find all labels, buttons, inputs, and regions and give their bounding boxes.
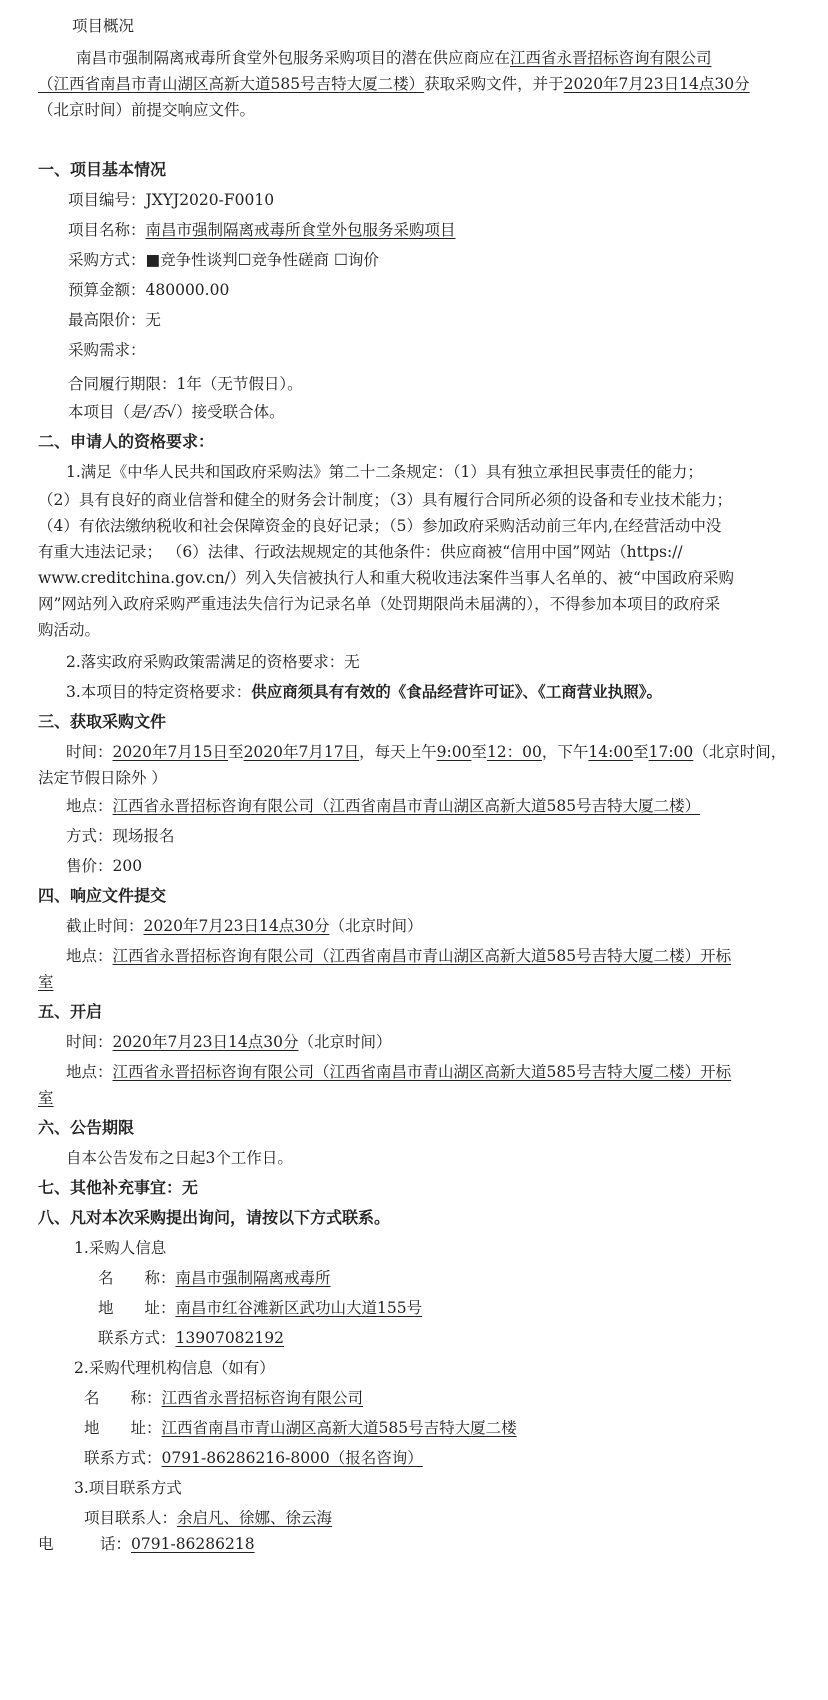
- buyer-name: [98, 1268, 331, 1288]
- heading-text: 五、开启: [38, 1002, 103, 1021]
- place-value: 江西省永晋招标咨询有限公司（江西省南昌市青山湖区高新大道585号吉特大厦二楼）开标: [112, 947, 732, 965]
- agent-contact-value: 0791-86286216-8000（报名咨询）: [161, 1449, 423, 1467]
- label-text: 名 称：: [84, 1389, 162, 1407]
- heading-text: 三、获取采购文件: [38, 712, 167, 731]
- overview-text: 南昌市强制隔离戒毒所食堂外包服务采购项目的潜在供应商应在: [76, 49, 511, 67]
- qualification-3: [66, 682, 662, 702]
- heading-text: 七、其他补充事宜：无: [38, 1178, 199, 1197]
- buyer-address: [98, 1298, 422, 1318]
- needs-text: 采购需求：: [68, 341, 146, 359]
- qualification-1-line-3: [38, 516, 721, 536]
- qualification-1-line-5: [38, 568, 734, 588]
- project-number: [68, 190, 274, 210]
- paragraph-text: 2.落实政府采购政策需满足的资格要求：无: [66, 653, 360, 671]
- date-text: 2020年7月15日: [112, 743, 229, 761]
- section-7-heading: [38, 1178, 198, 1198]
- period-text: 合同履行期限：1年（无节假日）。: [68, 375, 303, 393]
- section-5-heading: [38, 1002, 102, 1022]
- consortium: [68, 402, 285, 422]
- overview-line-3: [38, 100, 255, 120]
- project-number-text: 项目编号：JXYJ2020-F0010: [68, 191, 275, 209]
- agency-address: （江西省南昌市青山湖区高新大道585号吉特大厦二楼）: [38, 75, 425, 93]
- project-contact-title: [74, 1478, 182, 1498]
- time-text: 12：00: [486, 743, 542, 761]
- label-text: 项目名称：: [68, 221, 146, 239]
- label-text: 电 话：: [38, 1535, 132, 1553]
- qualification-1-line-7: [38, 620, 100, 640]
- label-text: 时间：: [66, 1033, 113, 1051]
- connector-text: （北京时间，: [693, 743, 787, 761]
- document-price: [66, 856, 142, 876]
- opening-time: [66, 1032, 392, 1052]
- agent-contact: [84, 1448, 423, 1468]
- label-text: 地点：: [66, 797, 113, 815]
- buyer-name-value: 南昌市强制隔离戒毒所: [175, 1269, 331, 1287]
- phone-value: 0791-86286218: [131, 1535, 255, 1553]
- suffix-text: （北京时间）: [298, 1033, 392, 1051]
- buyer-address-value: 南昌市红谷滩新区武功山大道155号: [175, 1299, 423, 1317]
- consortium-text: ）接受联合体。: [176, 403, 285, 421]
- qualification-1-line-6: [38, 594, 720, 614]
- heading-text: 八、凡对本次采购提出询问，请按以下方式联系。: [38, 1208, 391, 1227]
- label-text: 时间：: [66, 743, 113, 761]
- time-text: 17:00: [648, 743, 694, 761]
- paragraph-text: 自本公告发布之日起3个工作日。: [66, 1149, 293, 1167]
- deadline-text: 2020年7月23日14点30分: [563, 75, 750, 93]
- submission-place-line-2: [38, 972, 54, 992]
- agent-name: [84, 1388, 363, 1408]
- connector-text: 至: [228, 743, 244, 761]
- date-text: 2020年7月17日: [243, 743, 360, 761]
- agency-name-link: 江西省永晋招标咨询有限公司: [510, 49, 712, 67]
- label-text: 联系方式：: [84, 1449, 162, 1467]
- label-text: 地 址：: [84, 1419, 162, 1437]
- budget-text: 预算金额：480000.00: [68, 281, 230, 299]
- label-text: 地点：: [66, 947, 113, 965]
- procurement-needs: [68, 340, 146, 360]
- max-price: [68, 310, 161, 330]
- subsection-title: 1.采购人信息: [74, 1239, 167, 1257]
- label-text: 项目联系人：: [84, 1509, 178, 1527]
- overview-title-text: 项目概况: [72, 17, 135, 35]
- paragraph-text: www.creditchina.gov.cn/）列入失信被执行人和重大税收违法案件当事人名单的、被“中国政府采购: [38, 569, 734, 587]
- agent-name-value: 江西省永晋招标咨询有限公司: [161, 1389, 364, 1407]
- qualification-2: [66, 652, 360, 672]
- buyer-info-title: [74, 1238, 166, 1258]
- paragraph-text: （2）具有良好的商业信誉和健全的财务会计制度；（3）具有履行合同所必须的设备和专业技术能力；: [38, 491, 732, 509]
- qualification-1-line-4: [38, 542, 683, 562]
- place-value: 江西省永晋招标咨询有限公司（江西省南昌市青山湖区高新大道585号吉特大厦二楼）: [112, 797, 701, 815]
- budget-amount: [68, 280, 229, 300]
- project-contact-people: [84, 1508, 332, 1528]
- paragraph-text: 法定节假日除外 ）: [38, 769, 167, 787]
- place-value: 室: [38, 973, 54, 991]
- acquire-place: [66, 796, 700, 816]
- project-name-value: 南昌市强制隔离戒毒所食堂外包服务采购项目: [145, 221, 456, 239]
- section-6-heading: [38, 1118, 134, 1138]
- overview-text: （北京时间）前提交响应文件。: [38, 101, 256, 119]
- contact-people-value: 余启凡、徐娜、徐云海: [177, 1509, 333, 1527]
- opening-time-value: 2020年7月23日14点30分: [112, 1033, 299, 1051]
- paragraph-text: 网”网站列入政府采购严重违法失信行为记录名单（处罚期限尚未届满的），不得参加本项目的政府采: [38, 595, 721, 613]
- submission-place: [66, 946, 731, 966]
- place-value: 江西省永晋招标咨询有限公司（江西省南昌市青山湖区高新大道585号吉特大厦二楼）开标: [112, 1063, 732, 1081]
- opening-place: [66, 1062, 731, 1082]
- heading-text: 四、响应文件提交: [38, 886, 167, 905]
- paragraph-text: 1.满足《中华人民共和国政府采购法》第二十二条规定：（1）具有独立承担民事责任的能力；: [66, 463, 703, 481]
- agent-info-title: [74, 1358, 275, 1378]
- label-text: 联系方式：: [98, 1329, 176, 1347]
- consortium-choice: 是/否√: [130, 403, 177, 421]
- overview-line-2: [38, 74, 750, 94]
- section-2-heading: [38, 432, 214, 452]
- section-1-heading: [38, 160, 166, 180]
- heading-text: 二、申请人的资格要求：: [38, 432, 215, 451]
- consortium-text: 本项目（: [68, 403, 131, 421]
- section-3-heading: [38, 712, 166, 732]
- subsection-title: 3.项目联系方式: [74, 1479, 182, 1497]
- paragraph-text: 3.本项目的特定资格要求：: [66, 683, 252, 701]
- submission-deadline: [66, 916, 423, 936]
- deadline-value: 2020年7月23日14点30分: [143, 917, 330, 935]
- qualification-1-line-2: [38, 490, 732, 510]
- qualification-1-line-1: [66, 462, 703, 482]
- time-text: 9:00: [436, 743, 472, 761]
- label-text: 地 址：: [98, 1299, 176, 1317]
- subsection-title: 2.采购代理机构信息（如有）: [74, 1359, 275, 1377]
- agent-address: [84, 1418, 517, 1438]
- buyer-contact: [98, 1328, 312, 1348]
- contract-period: [68, 374, 303, 394]
- special-requirement: 供应商须具有有效的《食品经营许可证》、《工商营业执照》。: [251, 683, 663, 701]
- heading-text: 六、公告期限: [38, 1118, 135, 1137]
- max-price-text: 最高限价：无: [68, 311, 162, 329]
- project-name: [68, 220, 456, 240]
- paragraph-text: （4）有依法缴纳税收和社会保障资金的良好记录；（5）参加政府采购活动前三年内,在经营活动中没: [38, 517, 722, 535]
- buyer-contact-value: 13907082192: [175, 1329, 284, 1347]
- acquire-mode: [66, 826, 175, 846]
- mode-text: 方式：现场报名: [66, 827, 175, 845]
- heading-text: 一、项目基本情况: [38, 160, 167, 179]
- section-4-heading: [38, 886, 166, 906]
- time-text: 14:00: [588, 743, 634, 761]
- method-text: 采购方式：■竞争性谈判☐竞争性磋商 ☐询价: [68, 251, 379, 269]
- overview-line-1: [76, 48, 712, 68]
- price-text: 售价：200: [66, 857, 143, 875]
- acquire-time: [66, 742, 786, 762]
- label-text: 截止时间：: [66, 917, 144, 935]
- suffix-text: （北京时间）: [329, 917, 423, 935]
- procurement-method: [68, 250, 379, 270]
- connector-text: ，下午: [541, 743, 589, 761]
- paragraph-text: 有重大违法记录； （6）法律、行政法规规定的其他条件：供应商被“信用中国”网站（https://: [38, 543, 683, 561]
- label-text: 名 称：: [98, 1269, 176, 1287]
- overview-title: [72, 16, 134, 36]
- project-contact-phone: [38, 1534, 255, 1554]
- paragraph-text: 购活动。: [38, 621, 101, 639]
- agent-address-value: 江西省南昌市青山湖区高新大道585号吉特大厦二楼: [161, 1419, 517, 1437]
- acquire-time-line-2: [38, 768, 167, 788]
- connector-text: ，每天上午: [359, 743, 437, 761]
- label-text: 地点：: [66, 1063, 113, 1081]
- opening-place-line-2: [38, 1088, 54, 1108]
- notice-period: [66, 1148, 293, 1168]
- connector-text: 至: [633, 743, 649, 761]
- connector-text: 至: [471, 743, 487, 761]
- overview-text: 获取采购文件，并于: [424, 75, 564, 93]
- section-8-heading: [38, 1208, 390, 1228]
- place-value: 室: [38, 1089, 54, 1107]
